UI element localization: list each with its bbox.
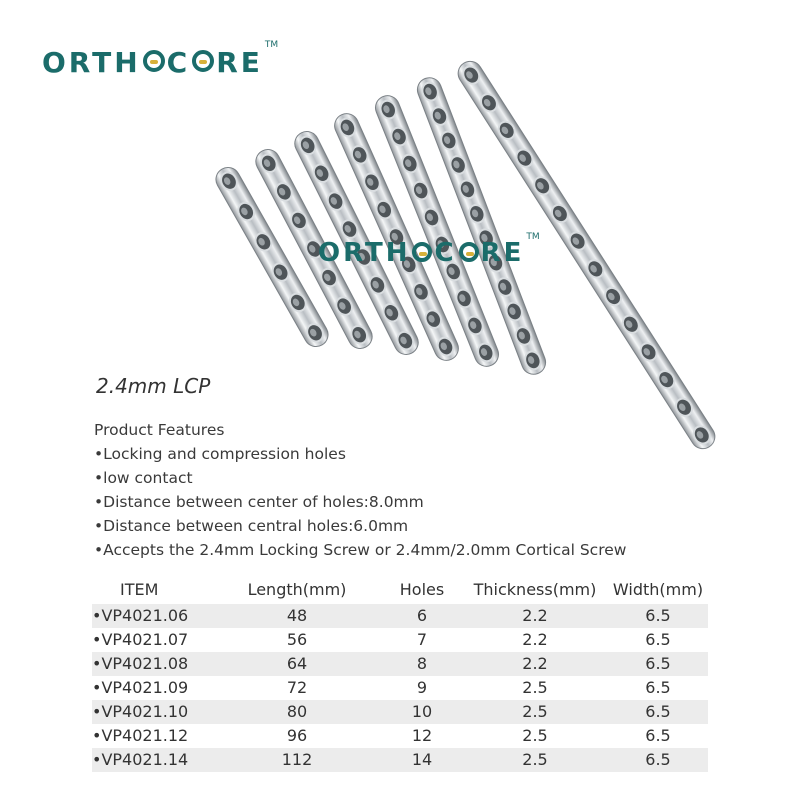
table-row: [92, 604, 708, 628]
feature-item: •Distance between central holes:6.0mm: [94, 517, 409, 535]
table-row: [92, 652, 708, 676]
product-features: [94, 418, 626, 562]
cell-width: 6.5: [645, 678, 671, 697]
cell-holes: 7: [416, 630, 428, 649]
cell-thickness: 2.2: [522, 630, 548, 649]
cell-width: 6.5: [645, 630, 671, 649]
cell-item: •VP4021.09: [92, 678, 189, 697]
cell-length: 80: [286, 702, 308, 721]
cell-length: 48: [286, 606, 308, 625]
cell-item: •VP4021.10: [92, 702, 189, 721]
feature-item: •Accepts the 2.4mm Locking Screw or 2.4mm/2.0mm Cortical Screw: [94, 541, 627, 559]
cell-length: 112: [281, 750, 313, 769]
table-row: [92, 676, 708, 700]
watermark-trademark: TM: [526, 232, 540, 242]
cell-item: •VP4021.06: [92, 606, 189, 625]
cell-holes: 8: [416, 654, 428, 673]
cell-holes: 12: [411, 726, 433, 745]
cell-length: 56: [286, 630, 308, 649]
cell-item: •VP4021.12: [92, 726, 189, 745]
table-row: [92, 628, 708, 652]
table-header-row: [92, 576, 708, 604]
table-row: [92, 748, 708, 772]
header-holes: Holes: [399, 580, 445, 599]
cell-width: 6.5: [645, 654, 671, 673]
cell-width: 6.5: [645, 606, 671, 625]
cell-thickness: 2.5: [522, 678, 548, 697]
brand-logo-text-mid: C: [166, 46, 191, 79]
header-length: Length(mm): [247, 580, 347, 599]
cell-length: 64: [286, 654, 308, 673]
table-row: [92, 700, 708, 724]
watermark-text-start: ORTH: [318, 238, 411, 268]
feature-item: •Locking and compression holes: [94, 445, 346, 463]
brand-watermark-logo: [318, 232, 540, 272]
cell-item: •VP4021.14: [92, 750, 189, 769]
cell-thickness: 2.5: [522, 702, 548, 721]
brand-logo-text-start: ORTH: [42, 46, 141, 79]
watermark-text-end: RE: [480, 238, 525, 268]
feature-item: •low contact: [94, 469, 193, 487]
cell-thickness: 2.5: [522, 726, 548, 745]
feature-item: •Distance between center of holes:8.0mm: [94, 493, 424, 511]
cell-item: •VP4021.08: [92, 654, 189, 673]
cell-item: •VP4021.07: [92, 630, 189, 649]
cell-length: 72: [286, 678, 308, 697]
cell-width: 6.5: [645, 702, 671, 721]
product-title: 2.4mm LCP: [96, 374, 211, 398]
cell-width: 6.5: [645, 726, 671, 745]
watermark-face-icon: [459, 242, 479, 262]
header-width: Width(mm): [612, 580, 704, 599]
spec-table: [92, 576, 708, 772]
cell-thickness: 2.2: [522, 654, 548, 673]
watermark-o-icon: [412, 242, 432, 262]
cell-holes: 14: [411, 750, 433, 769]
table-row: [92, 724, 708, 748]
header-item: ITEM: [120, 580, 159, 599]
cell-holes: 10: [411, 702, 433, 721]
header-thickness: Thickness(mm): [473, 580, 597, 599]
cell-holes: 6: [416, 606, 428, 625]
watermark-text-mid: C: [434, 238, 457, 268]
features-heading: Product Features: [94, 421, 225, 439]
brand-logo-text-end: RE: [216, 46, 263, 79]
cell-width: 6.5: [645, 750, 671, 769]
cell-holes: 9: [416, 678, 428, 697]
trademark-mark: TM: [264, 40, 279, 50]
cell-thickness: 2.5: [522, 750, 548, 769]
cell-length: 96: [286, 726, 308, 745]
cell-thickness: 2.2: [522, 606, 548, 625]
